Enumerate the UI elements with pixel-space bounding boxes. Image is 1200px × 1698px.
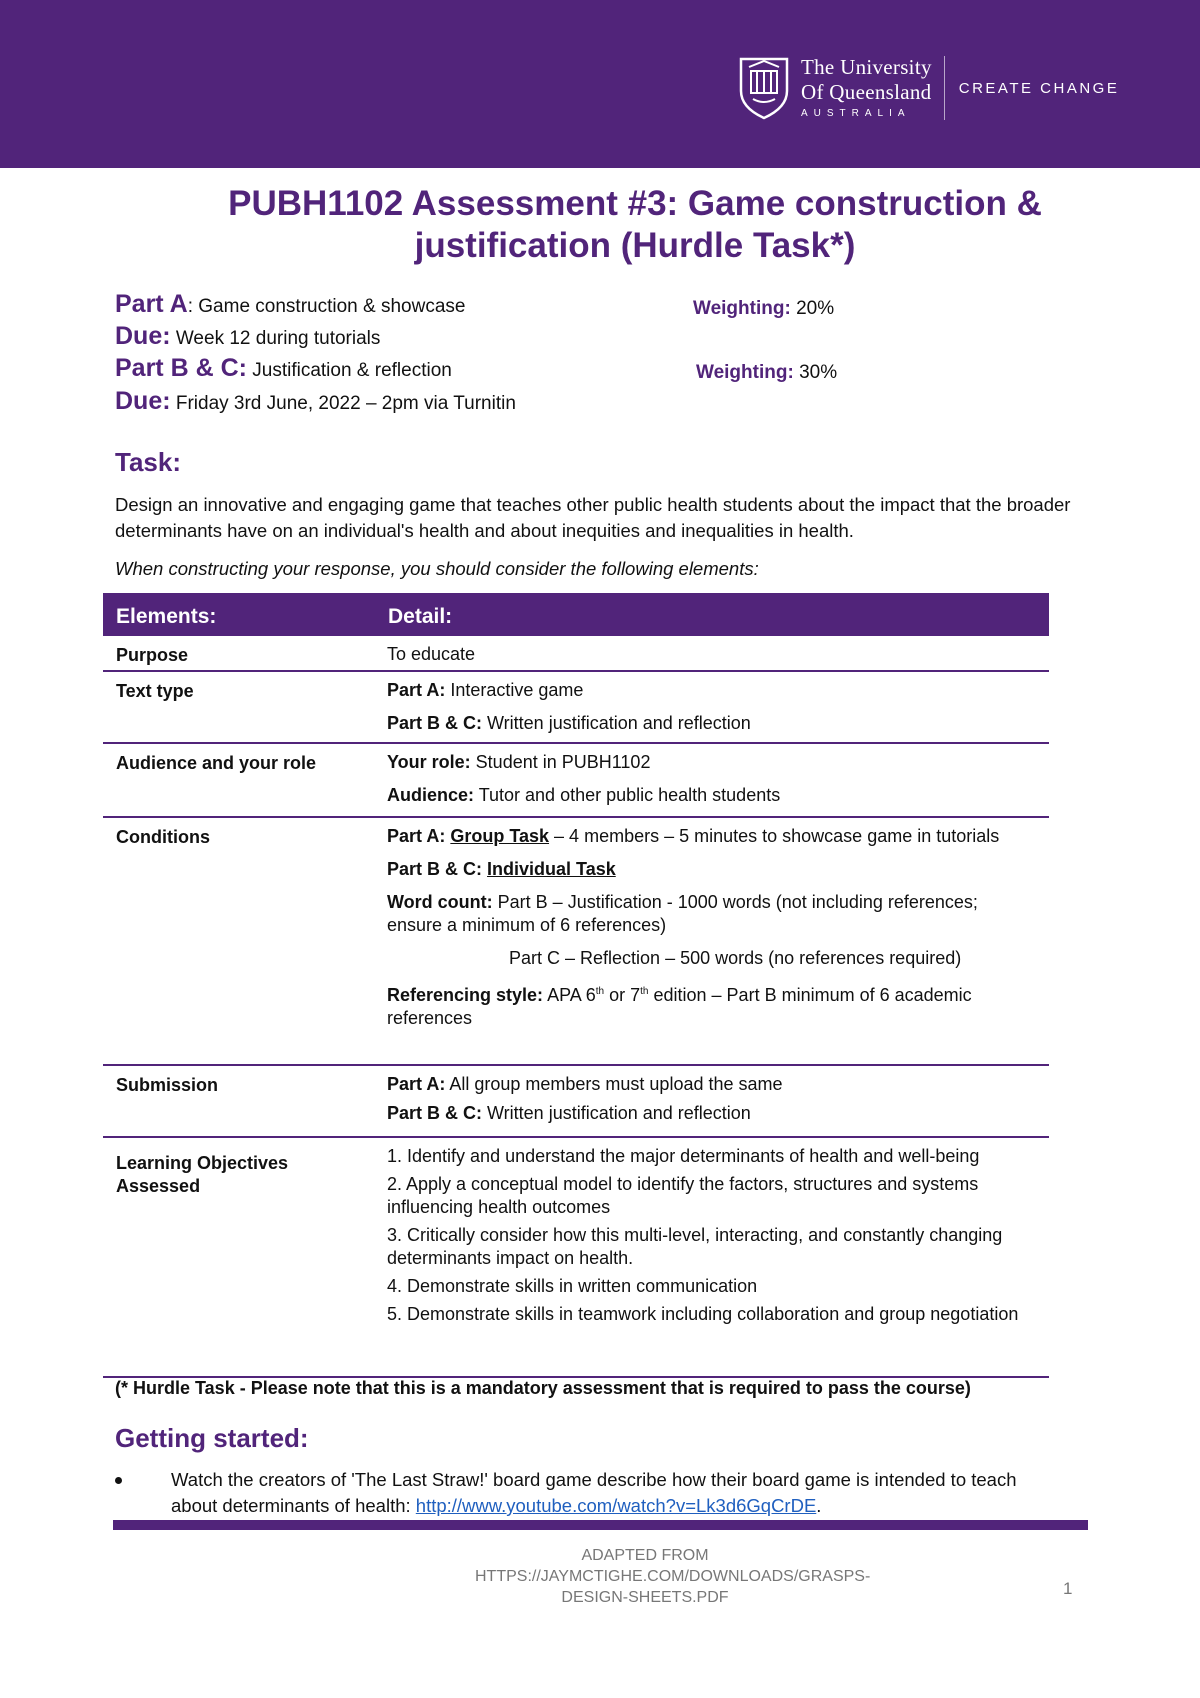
document-title: PUBH1102 Assessment #3: Game construction & justification (Hurdle Task*) <box>228 184 1042 265</box>
bullet-text <box>171 1467 1055 1519</box>
purpose-value: To educate <box>387 644 476 664</box>
row-value <box>387 744 1027 811</box>
row-key: Purpose <box>116 645 189 665</box>
university-country: AUSTRALIA <box>801 108 911 119</box>
weighting-value: 30% <box>793 362 838 383</box>
audience-label: Audience: <box>387 785 475 805</box>
table-row-submission <box>103 1066 1049 1138</box>
conditions-part-a <box>387 825 1027 848</box>
ref-text: APA 6 <box>543 985 596 1005</box>
part-bc-weighting <box>696 362 837 384</box>
row-key: Submission <box>116 1075 219 1095</box>
table-row-purpose <box>103 636 1049 672</box>
role-text: Student in PUBH1102 <box>470 752 651 772</box>
header-banner <box>0 0 1200 168</box>
row-value <box>387 636 1027 670</box>
elements-table <box>103 593 1049 1378</box>
column-header-detail: Detail: <box>388 605 453 628</box>
university-crest-icon <box>737 55 791 121</box>
footer-divider <box>113 1520 1088 1530</box>
table-row-audience <box>103 744 1049 818</box>
submission-part-a <box>387 1073 1027 1096</box>
learning-objective: 4. Demonstrate skills in written communication <box>387 1276 758 1296</box>
row-value <box>387 1138 1027 1335</box>
part-text: Interactive game <box>445 680 584 700</box>
tagline: CREATE CHANGE <box>958 79 1120 97</box>
text-type-part-a <box>387 679 1027 702</box>
text-type-part-bc <box>387 712 1027 735</box>
youtube-link[interactable]: http://www.youtube.com/watch?v=Lk3d6GqCrDE <box>415 1495 817 1516</box>
due-label: Due: <box>115 322 171 350</box>
learning-objective: 5. Demonstrate skills in teamwork including collaboration and group negotiation <box>387 1304 1019 1324</box>
group-task: Group Task <box>450 826 550 846</box>
task-heading: Task: <box>115 447 181 477</box>
footer-source: ADAPTED FROM HTTPS://JAYMCTIGHE.COM/DOWNLOADS/GRASPS-DESIGN-SHEETS.PDF <box>475 1547 871 1606</box>
referencing-style <box>387 980 1027 1030</box>
part-text: Written justification and reflection <box>482 1103 751 1123</box>
row-key: Conditions <box>116 827 210 847</box>
part-text: Written justification and reflection <box>482 713 751 733</box>
part-a-row <box>115 290 465 319</box>
column-header-elements: Elements: <box>116 605 217 628</box>
row-value <box>387 672 1027 739</box>
bullet-text-content: Watch the creators of 'The Last Straw!' board game describe how their board game is intended to teach about determinants of health: <box>171 1469 1017 1516</box>
role <box>387 751 1027 774</box>
part-bc-row <box>115 354 452 383</box>
hurdle-note: (* Hurdle Task - Please note that this is a mandatory assessment that is required to pass the course) <box>115 1378 971 1398</box>
audience <box>387 784 1027 807</box>
table-row-conditions <box>103 818 1049 1066</box>
referencing-label: Referencing style: <box>387 985 544 1005</box>
getting-started-heading: Getting started: <box>115 1423 309 1453</box>
logo-divider <box>944 56 945 120</box>
part-label: Part B & C: <box>387 1103 483 1123</box>
list-item <box>115 1467 1055 1519</box>
ref-text: edition – Part B minimum of 6 academic references <box>387 985 972 1028</box>
due-row-1 <box>115 322 380 351</box>
word-count-label: Word count: <box>387 892 493 912</box>
university-name <box>801 57 932 119</box>
table-row-text-type <box>103 672 1049 744</box>
university-name-line1: The University <box>801 55 932 79</box>
audience-text: Tutor and other public health students <box>474 785 781 805</box>
row-key: Audience and your role <box>116 753 317 773</box>
due-text: Friday 3rd June, 2022 – 2pm via Turnitin <box>170 393 516 414</box>
individual-task: Individual Task <box>487 859 616 879</box>
part-a-label: Part A <box>115 290 188 318</box>
learning-objective: 1. Identify and understand the major determinants of health and well-being <box>387 1146 980 1166</box>
row-value <box>387 818 1027 1034</box>
conditions-part-bc <box>387 858 1027 881</box>
part-bc-text: Justification & reflection <box>246 360 452 381</box>
ref-sup: th <box>640 986 649 997</box>
submission-part-bc <box>387 1102 1027 1125</box>
part-text: All group members must upload the same <box>445 1074 783 1094</box>
part-bc-label: Part B & C: <box>115 354 247 382</box>
ref-text: or 7 <box>604 985 641 1005</box>
ref-sup: th <box>595 986 605 997</box>
word-count <box>387 891 1027 937</box>
learning-objective: 2. Apply a conceptual model to identify the factors, structures and systems influencing health outcomes <box>387 1174 979 1217</box>
university-name-line2: Of Queensland <box>801 80 932 104</box>
word-count-part-c: Part C – Reflection – 500 words (no references required) <box>509 948 962 968</box>
weighting-label: Weighting: <box>693 298 791 319</box>
row-key: Learning Objectives Assessed <box>116 1153 289 1196</box>
word-count-text: Part B – Justification - 1000 words (not including references; ensure a minimum of 6 references) <box>387 892 978 935</box>
bullet-text-end: . <box>816 1495 822 1516</box>
part-label: Part A: <box>387 826 446 846</box>
page-number: 1 <box>1063 1579 1073 1598</box>
table-row-learning-objectives <box>103 1138 1049 1378</box>
part-text: – 4 members – 5 minutes to showcase game in tutorials <box>549 826 1000 846</box>
part-label: Part B & C: <box>387 859 483 879</box>
task-description: Design an innovative and engaging game that teaches other public health students about the impact that the broader determinants have on an individual's health and about inequities and inequalities in health. <box>115 494 1071 541</box>
due-text: Week 12 during tutorials <box>170 328 381 349</box>
row-key: Text type <box>116 681 194 701</box>
university-logo <box>737 52 1119 124</box>
part-a-weighting <box>693 298 834 320</box>
role-label: Your role: <box>387 752 471 772</box>
due-row-2 <box>115 387 516 416</box>
task-instruction: When constructing your response, you should consider the following elements: <box>115 558 759 579</box>
part-label: Part A: <box>387 1074 446 1094</box>
part-label: Part A: <box>387 680 446 700</box>
row-value <box>387 1066 1027 1129</box>
part-a-text: : Game construction & showcase <box>187 296 466 317</box>
bullet-icon <box>115 1477 122 1484</box>
weighting-value: 20% <box>790 298 835 319</box>
due-label: Due: <box>115 387 171 415</box>
table-header <box>103 593 1049 636</box>
learning-objective: 3. Critically consider how this multi-level, interacting, and constantly changing determinants impact on health. <box>387 1225 1003 1268</box>
part-label: Part B & C: <box>387 713 483 733</box>
weighting-label: Weighting: <box>696 362 794 383</box>
